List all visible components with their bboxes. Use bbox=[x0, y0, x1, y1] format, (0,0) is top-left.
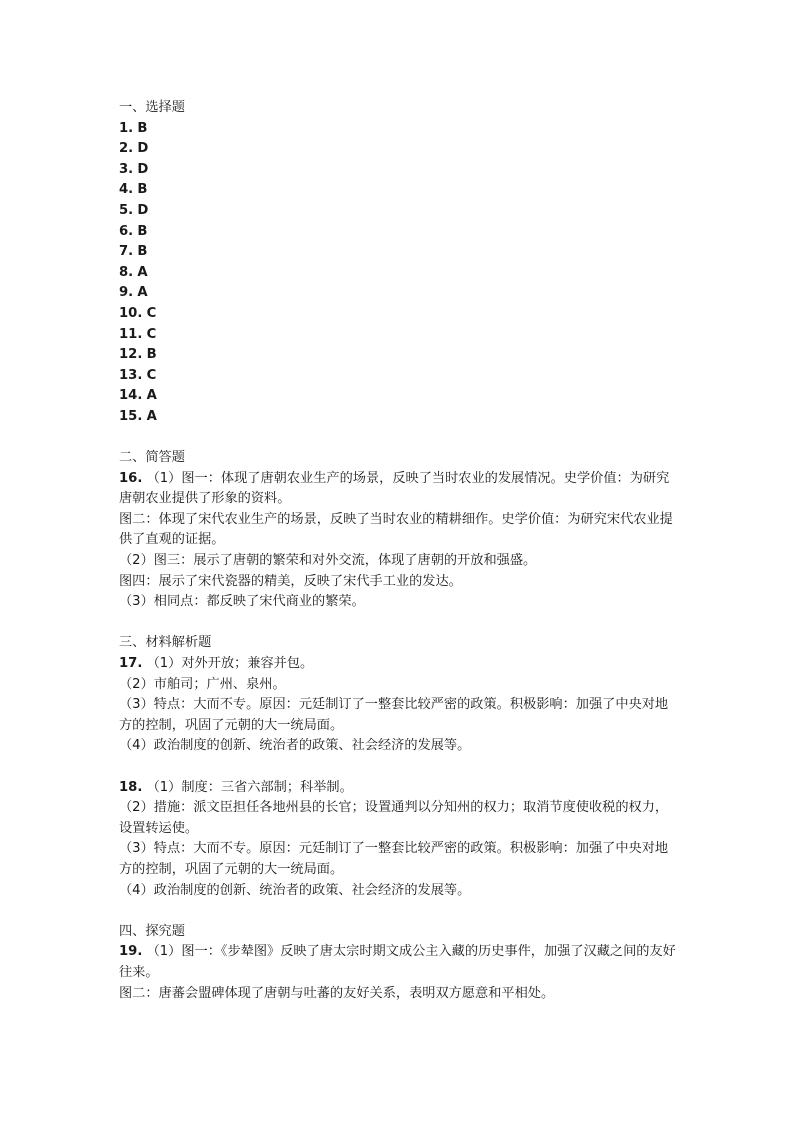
answer-document bbox=[119, 98, 679, 1004]
choice-answer-value: D bbox=[137, 202, 149, 218]
q17-number: 17. bbox=[119, 656, 143, 672]
choice-answer-number: 10. bbox=[119, 305, 143, 321]
choice-answer-value: A bbox=[146, 408, 157, 424]
choice-answer-value: C bbox=[146, 326, 157, 342]
choice-answer-value: A bbox=[137, 264, 148, 280]
choice-answer-number: 1. bbox=[119, 120, 134, 136]
choice-answer-value: B bbox=[137, 120, 148, 136]
choice-answer-item bbox=[119, 263, 679, 284]
choice-answer-item bbox=[119, 180, 679, 201]
choice-answer-item bbox=[119, 139, 679, 160]
choice-answer-value: B bbox=[146, 347, 157, 363]
choice-answer-item bbox=[119, 242, 679, 263]
choice-answer-item bbox=[119, 386, 679, 407]
choice-answer-number: 8. bbox=[119, 264, 134, 280]
choice-answer-item bbox=[119, 407, 679, 428]
q17-part4: （4）政治制度的创新、统治者的政策、社会经济的发展等。 bbox=[119, 738, 471, 754]
q18-part4: （4）政治制度的创新、统治者的政策、社会经济的发展等。 bbox=[119, 882, 471, 898]
choice-answer-item bbox=[119, 345, 679, 366]
choice-answer-item bbox=[119, 201, 679, 222]
choice-answer-item bbox=[119, 222, 679, 243]
choice-answer-value: B bbox=[137, 182, 148, 198]
spacer bbox=[119, 428, 679, 449]
q18-part1 bbox=[119, 778, 679, 799]
choice-answer-number: 9. bbox=[119, 285, 134, 301]
section3-title: 三、材料解析题 bbox=[119, 635, 212, 651]
choice-answer-number: 12. bbox=[119, 347, 143, 363]
choice-answer-number: 5. bbox=[119, 202, 134, 218]
choice-answer-value: D bbox=[137, 161, 149, 177]
choice-answer-item bbox=[119, 304, 679, 325]
choice-answer-item bbox=[119, 119, 679, 140]
choice-answer-number: 2. bbox=[119, 141, 134, 157]
choice-answer-number: 14. bbox=[119, 388, 143, 404]
choice-answer-number: 6. bbox=[119, 223, 134, 239]
section4-title: 四、探究题 bbox=[119, 923, 185, 939]
q16-number: 16. bbox=[119, 470, 143, 486]
q19-part1-text: （1）图一：《步辇图》反映了唐太宗时期文成公主入藏的历史事件，加强了汉藏之间的友好往来。 bbox=[119, 944, 676, 980]
q16-part4: 图四：展示了宋代瓷器的精美，反映了宋代手工业的发达。 bbox=[119, 573, 462, 589]
choice-answer-value: C bbox=[146, 305, 157, 321]
spacer bbox=[119, 613, 679, 634]
q16-part2: 图二：体现了宋代农业生产的场景，反映了当时农业的精耕细作。史学价值：为研究宋代农业提供了直观的证据。 bbox=[119, 511, 673, 548]
choice-answer-value: D bbox=[137, 141, 149, 157]
choice-answer-item bbox=[119, 283, 679, 304]
choice-answer-item bbox=[119, 160, 679, 181]
choice-answer-number: 7. bbox=[119, 244, 134, 260]
choice-answer-value: C bbox=[146, 367, 157, 383]
q16-part5: （3）相同点：都反映了宋代商业的繁荣。 bbox=[119, 594, 365, 610]
choice-answer-number: 15. bbox=[119, 408, 143, 424]
choice-answer-item bbox=[119, 366, 679, 387]
section2-title: 二、简答题 bbox=[119, 450, 185, 466]
choice-answer-value: B bbox=[137, 244, 148, 260]
choice-answer-value: A bbox=[137, 285, 148, 301]
choice-answer-item bbox=[119, 325, 679, 346]
choice-answer-value: B bbox=[137, 223, 148, 239]
q16-part3: （2）图三：展示了唐朝的繁荣和对外交流，体现了唐朝的开放和强盛。 bbox=[119, 553, 537, 569]
q18-part1-text: （1）制度：三省六部制；科举制。 bbox=[146, 779, 353, 795]
q17-part1-text: （1）对外开放；兼容并包。 bbox=[146, 656, 314, 672]
q19-number: 19. bbox=[119, 944, 143, 960]
choice-answer-value: A bbox=[146, 388, 157, 404]
choice-answer-number: 13. bbox=[119, 367, 143, 383]
q18-part3: （3）特点：大而不专。原因：元廷制订了一整套比较严密的政策。积极影响：加强了中央对地方的控制，巩固了元朝的大一统局面。 bbox=[119, 841, 669, 877]
choice-answer-number: 11. bbox=[119, 326, 143, 342]
choice-answer-number: 3. bbox=[119, 161, 134, 177]
spacer bbox=[119, 757, 679, 778]
q17-part3: （3）特点：大而不专。原因：元廷制订了一整套比较严密的政策。积极影响：加强了中央对地方的控制，巩固了元朝的大一统局面。 bbox=[119, 697, 669, 733]
choice-answer-number: 4. bbox=[119, 182, 134, 198]
q17-part2: （2）市舶司；广州、泉州。 bbox=[119, 676, 286, 692]
q18-number: 18. bbox=[119, 779, 143, 795]
section1-title: 一、选择题 bbox=[119, 100, 185, 115]
q18-part2: （2）措施：派文臣担任各地州县的长官；设置通判以分知州的权力；取消节度使收税的权力，设置转运使。 bbox=[119, 800, 669, 836]
q16-part1 bbox=[119, 469, 679, 510]
q19-part1 bbox=[119, 942, 679, 983]
choice-answer-list bbox=[119, 119, 679, 428]
q19-part2: 图二：唐蕃会盟碑体现了唐朝与吐蕃的友好关系，表明双方愿意和平相处。 bbox=[119, 985, 555, 1001]
spacer bbox=[119, 901, 679, 922]
q17-part1 bbox=[119, 654, 679, 675]
q16-part1-text: （1）图一：体现了唐朝农业生产的场景，反映了当时农业的发展情况。史学价值：为研究唐朝农业提供了形象的资料。 bbox=[119, 470, 670, 507]
